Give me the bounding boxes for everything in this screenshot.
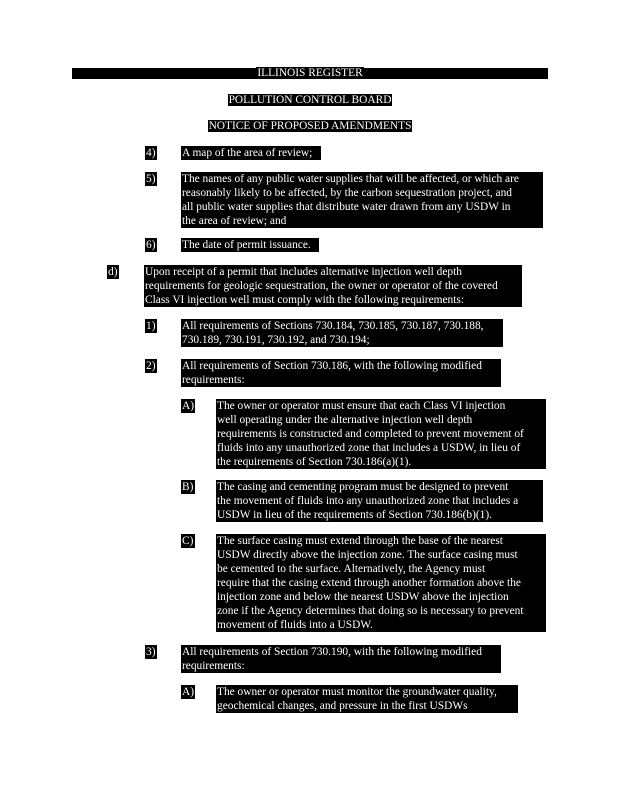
item-1-marker: 1) (146, 320, 156, 332)
item-2C-text: The surface casing must extend through the base of the nearest USDW directly above the injection zone. The surface casing must be cemented to the surface. Alternatively, the Agency must require that the casing extend through another formation above the injection zone and below the nearest USDW above the injection zone if the Agency determines that doing so is necessary to prevent movement of fluids into a USDW. (216, 534, 546, 632)
item-2A-marker: A) (182, 400, 195, 412)
item-3A-marker: A) (182, 686, 195, 698)
item-3A-text: The owner or operator must monitor the groundwater quality, geochemical changes, and pressure in the first USDWs (216, 685, 518, 713)
item-3-marker: 3) (146, 646, 156, 658)
section-d-text: Upon receipt of a permit that includes alternative injection well depth requirements for geologic sequestration, the owner or operator of the covered Class VI injection well must comply with the following requirements: (144, 265, 522, 307)
item-5-text: The names of any public water supplies that will be affected, or which are reasonably likely to be affected, by the carbon sequestration project, and all public water supplies that distribute water drawn from any USDW in the area of review; and (181, 172, 543, 228)
item-2B-text: The casing and cementing program must be designed to prevent the movement of fluids into any unauthorized zone that includes a USDW in lieu of the requirements of Section 730.186(b)(1). (216, 480, 543, 522)
item-4-text: A map of the area of review; (181, 146, 321, 160)
item-3-text: All requirements of Section 730.190, with the following modified requirements: (181, 645, 501, 673)
register-title: ILLINOIS REGISTER (257, 67, 363, 79)
item-2B-marker: B) (182, 481, 194, 493)
item-2A-text: The owner or operator must ensure that each Class VI injection well operating under the alternative injection well depth requirements is constructed and completed to prevent movement of fluids into any unauthorized zone that includes a USDW, in lieu of the requirements of Section 730.186(a)(1). (216, 399, 546, 469)
item-1-text: All requirements of Sections 730.184, 730.185, 730.187, 730.188, 730.189, 730.191, 730.192, and 730.194; (181, 319, 503, 347)
item-6-marker: 6) (146, 239, 156, 251)
item-4-marker: 4) (146, 147, 156, 159)
item-2C-marker: C) (182, 535, 194, 547)
item-2-marker: 2) (146, 360, 156, 372)
item-6-text: The date of permit issuance. (181, 238, 319, 252)
notice-title: NOTICE OF PROPOSED AMENDMENTS (208, 120, 412, 132)
item-2-text: All requirements of Section 730.186, with the following modified requirements: (181, 359, 501, 387)
section-d-marker: d) (108, 266, 118, 278)
item-5-marker: 5) (146, 173, 156, 185)
board-title: POLLUTION CONTROL BOARD (228, 94, 392, 106)
